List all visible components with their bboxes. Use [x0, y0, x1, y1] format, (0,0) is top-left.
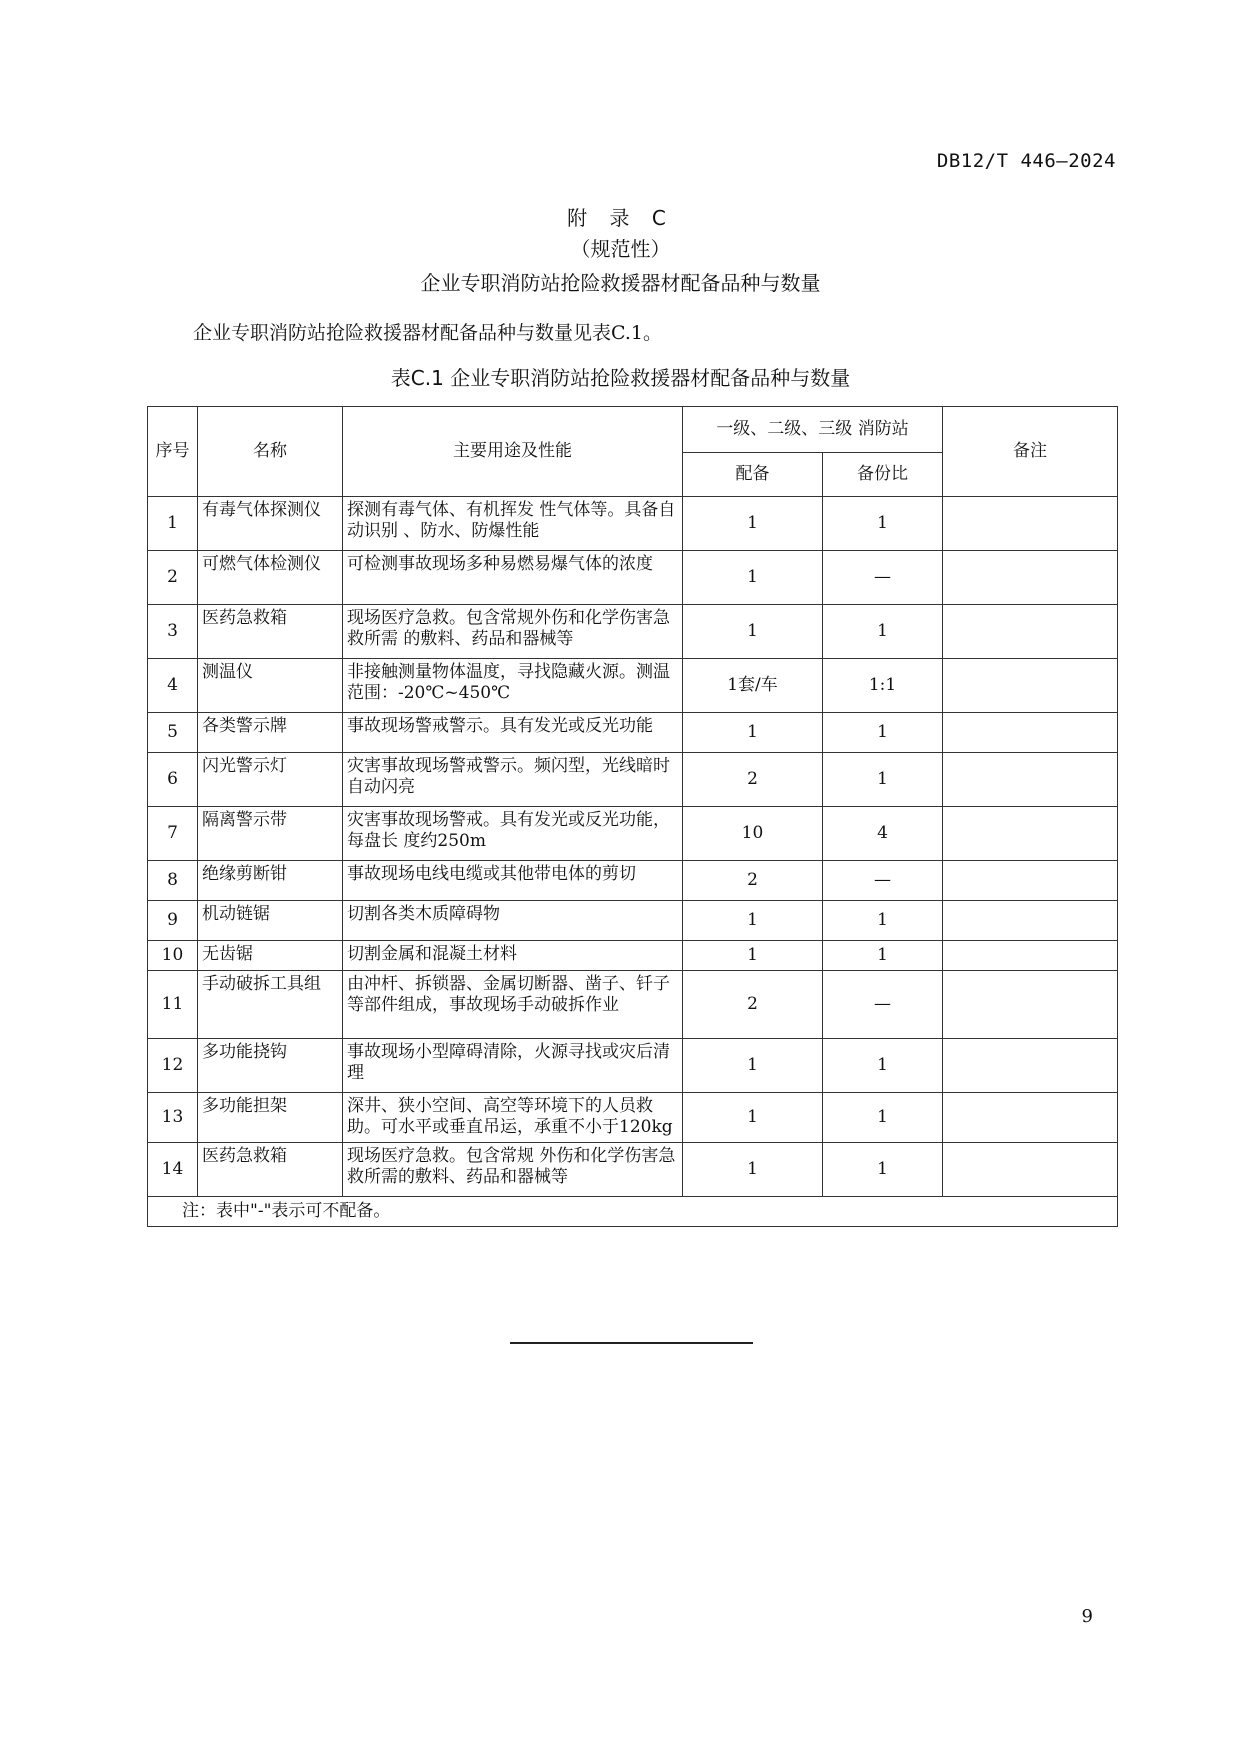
table-row — [148, 1039, 1118, 1093]
cell-name: 测温仪 — [198, 659, 343, 713]
cell-no: 8 — [148, 861, 198, 901]
cell-equip: 1 — [683, 1039, 823, 1093]
cell-equip: 1 — [683, 1093, 823, 1143]
header-equip: 配备 — [683, 453, 823, 497]
end-rule — [510, 1342, 753, 1344]
cell-remark — [943, 971, 1118, 1039]
cell-backup: 1 — [823, 753, 943, 807]
cell-equip: 2 — [683, 861, 823, 901]
cell-no: 10 — [148, 941, 198, 971]
header-remark: 备注 — [943, 407, 1118, 497]
header-use: 主要用途及性能 — [343, 407, 683, 497]
cell-remark — [943, 497, 1118, 551]
cell-no: 3 — [148, 605, 198, 659]
cell-remark — [943, 1093, 1118, 1143]
table-row — [148, 1143, 1118, 1197]
cell-remark — [943, 901, 1118, 941]
cell-no: 5 — [148, 713, 198, 753]
cell-name: 隔离警示带 — [198, 807, 343, 861]
table-row — [148, 971, 1118, 1039]
document-code: DB12/T 446—2024 — [936, 150, 1116, 172]
table-row — [148, 713, 1118, 753]
cell-no: 1 — [148, 497, 198, 551]
table-row — [148, 807, 1118, 861]
cell-backup: 1 — [823, 941, 943, 971]
cell-remark — [943, 941, 1118, 971]
cell-backup: 1 — [823, 1039, 943, 1093]
cell-name: 多功能担架 — [198, 1093, 343, 1143]
cell-use: 现场医疗急救。包含常规外伤和化学伤害急救所需 的敷料、药品和器械等 — [343, 605, 683, 659]
appendix-title: 企业专职消防站抢险救援器材配备品种与数量 — [420, 271, 821, 295]
cell-backup: 1 — [823, 605, 943, 659]
cell-remark — [943, 605, 1118, 659]
cell-use: 现场医疗急救。包含常规 外伤和化学伤害急救所需的敷料、药品和器械等 — [343, 1143, 683, 1197]
cell-backup: 1:1 — [823, 659, 943, 713]
cell-equip: 1 — [683, 941, 823, 971]
cell-equip: 1 — [683, 551, 823, 605]
cell-backup: — — [823, 861, 943, 901]
cell-equip: 1套/车 — [683, 659, 823, 713]
table-note: 注：表中"-"表示可不配备。 — [148, 1197, 1118, 1227]
cell-no: 12 — [148, 1039, 198, 1093]
cell-equip: 1 — [683, 901, 823, 941]
cell-backup: 1 — [823, 713, 943, 753]
table-caption: 表C.1 企业专职消防站抢险救援器材配备品种与数量 — [390, 366, 851, 390]
header-name: 名称 — [198, 407, 343, 497]
cell-use: 非接触测量物体温度，寻找隐藏火源。测温范围：-20℃~450℃ — [343, 659, 683, 713]
cell-no: 11 — [148, 971, 198, 1039]
cell-backup: 1 — [823, 1093, 943, 1143]
cell-use: 事故现场警戒警示。具有发光或反光功能 — [343, 713, 683, 753]
cell-name: 闪光警示灯 — [198, 753, 343, 807]
cell-backup: — — [823, 971, 943, 1039]
cell-use: 灾害事故现场警戒。具有发光或反光功能，每盘长 度约250m — [343, 807, 683, 861]
table-header — [148, 407, 1118, 497]
cell-backup: 1 — [823, 497, 943, 551]
cell-remark — [943, 1143, 1118, 1197]
cell-name: 多功能挠钩 — [198, 1039, 343, 1093]
cell-remark — [943, 551, 1118, 605]
table-row — [148, 605, 1118, 659]
table-row — [148, 659, 1118, 713]
cell-equip: 2 — [683, 753, 823, 807]
appendix-label: 附 录 C — [567, 206, 674, 230]
cell-name: 机动链锯 — [198, 901, 343, 941]
table-row — [148, 941, 1118, 971]
cell-remark — [943, 807, 1118, 861]
cell-name: 手动破拆工具组 — [198, 971, 343, 1039]
intro-paragraph: 企业专职消防站抢险救援器材配备品种与数量见表C.1。 — [193, 322, 662, 344]
table-body — [148, 497, 1118, 1197]
cell-name: 可燃气体检测仪 — [198, 551, 343, 605]
cell-backup: — — [823, 551, 943, 605]
cell-equip: 1 — [683, 713, 823, 753]
cell-no: 6 — [148, 753, 198, 807]
cell-no: 7 — [148, 807, 198, 861]
cell-no: 13 — [148, 1093, 198, 1143]
cell-backup: 1 — [823, 901, 943, 941]
cell-remark — [943, 659, 1118, 713]
cell-equip: 10 — [683, 807, 823, 861]
table-row — [148, 1093, 1118, 1143]
cell-no: 2 — [148, 551, 198, 605]
cell-no: 4 — [148, 659, 198, 713]
appendix-nature: （规范性） — [570, 237, 671, 261]
cell-backup: 4 — [823, 807, 943, 861]
cell-use: 事故现场小型障碍清除，火源寻找或灾后清理 — [343, 1039, 683, 1093]
cell-use: 事故现场电线电缆或其他带电体的剪切 — [343, 861, 683, 901]
header-no: 序号 — [148, 407, 198, 497]
cell-remark — [943, 1039, 1118, 1093]
cell-name: 各类警示牌 — [198, 713, 343, 753]
table-row — [148, 753, 1118, 807]
table-row — [148, 901, 1118, 941]
cell-use: 探测有毒气体、有机挥发 性气体等。具备自动识别 、防水、防爆性能 — [343, 497, 683, 551]
table-row — [148, 861, 1118, 901]
header-station-group: 一级、二级、三级 消防站 — [683, 407, 943, 453]
cell-name: 有毒气体探测仪 — [198, 497, 343, 551]
cell-equip: 1 — [683, 605, 823, 659]
cell-no: 9 — [148, 901, 198, 941]
cell-remark — [943, 713, 1118, 753]
cell-equip: 1 — [683, 1143, 823, 1197]
cell-remark — [943, 753, 1118, 807]
cell-name: 无齿锯 — [198, 941, 343, 971]
cell-use: 灾害事故现场警戒警示。频闪型，光线暗时自动闪亮 — [343, 753, 683, 807]
cell-remark — [943, 861, 1118, 901]
equipment-table — [147, 406, 1118, 1227]
cell-use: 可检测事故现场多种易燃易爆气体的浓度 — [343, 551, 683, 605]
cell-use: 深井、狭小空间、高空等环境下的人员救助。可水平或垂直吊运，承重不小于120kg — [343, 1093, 683, 1143]
cell-use: 切割金属和混凝土材料 — [343, 941, 683, 971]
cell-name: 医药急救箱 — [198, 605, 343, 659]
header-backup: 备份比 — [823, 453, 943, 497]
table-row — [148, 497, 1118, 551]
page-number: 9 — [1081, 1606, 1093, 1627]
cell-backup: 1 — [823, 1143, 943, 1197]
cell-use: 切割各类木质障碍物 — [343, 901, 683, 941]
cell-no: 14 — [148, 1143, 198, 1197]
cell-equip: 2 — [683, 971, 823, 1039]
cell-name: 绝缘剪断钳 — [198, 861, 343, 901]
table-row — [148, 551, 1118, 605]
cell-use: 由冲杆、拆锁器、金属切断器、凿子、钎子等部件组成，事故现场手动破拆作业 — [343, 971, 683, 1039]
cell-name: 医药急救箱 — [198, 1143, 343, 1197]
cell-equip: 1 — [683, 497, 823, 551]
